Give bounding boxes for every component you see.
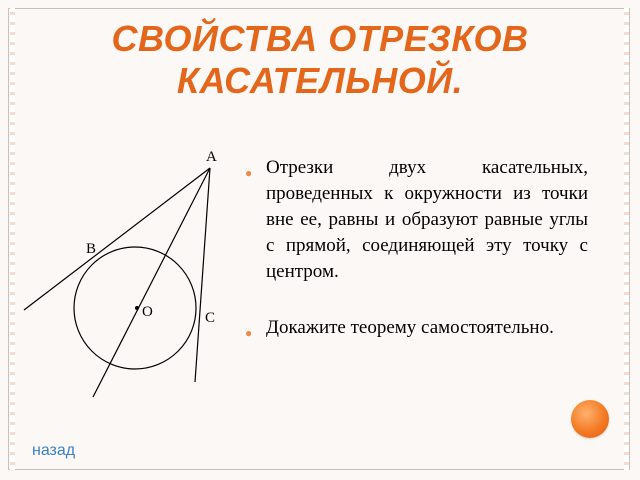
tangent-line-ab — [24, 168, 210, 310]
secant-line-ao — [93, 168, 210, 397]
tangent-line-ac — [195, 168, 210, 382]
circle-action-button[interactable] — [571, 400, 609, 438]
bullet-icon: ● — [245, 166, 253, 180]
point-o-label: O — [142, 304, 153, 320]
point-a-label: A — [206, 149, 217, 165]
back-link[interactable]: назад — [32, 442, 76, 459]
bullet-text: Докажите теорему самостоятельно. — [266, 317, 554, 338]
bullet-list — [242, 155, 588, 341]
point-b-label: B — [86, 241, 97, 257]
point-c-label: C — [205, 310, 216, 326]
bullet-item — [242, 315, 588, 341]
bullet-item — [242, 155, 588, 285]
bullet-icon: ● — [245, 326, 253, 340]
center-point — [135, 306, 139, 310]
slide-title: СВОЙСТВА ОТРЕЗКОВ КАСАТЕЛЬНОЙ. — [111, 18, 529, 101]
bullet-text: Отрезки двух касательных, проведенных к окружности из точки вне ее, равны и образуют равные углы с прямой, соединяющей эту точку с центром. — [266, 157, 588, 282]
